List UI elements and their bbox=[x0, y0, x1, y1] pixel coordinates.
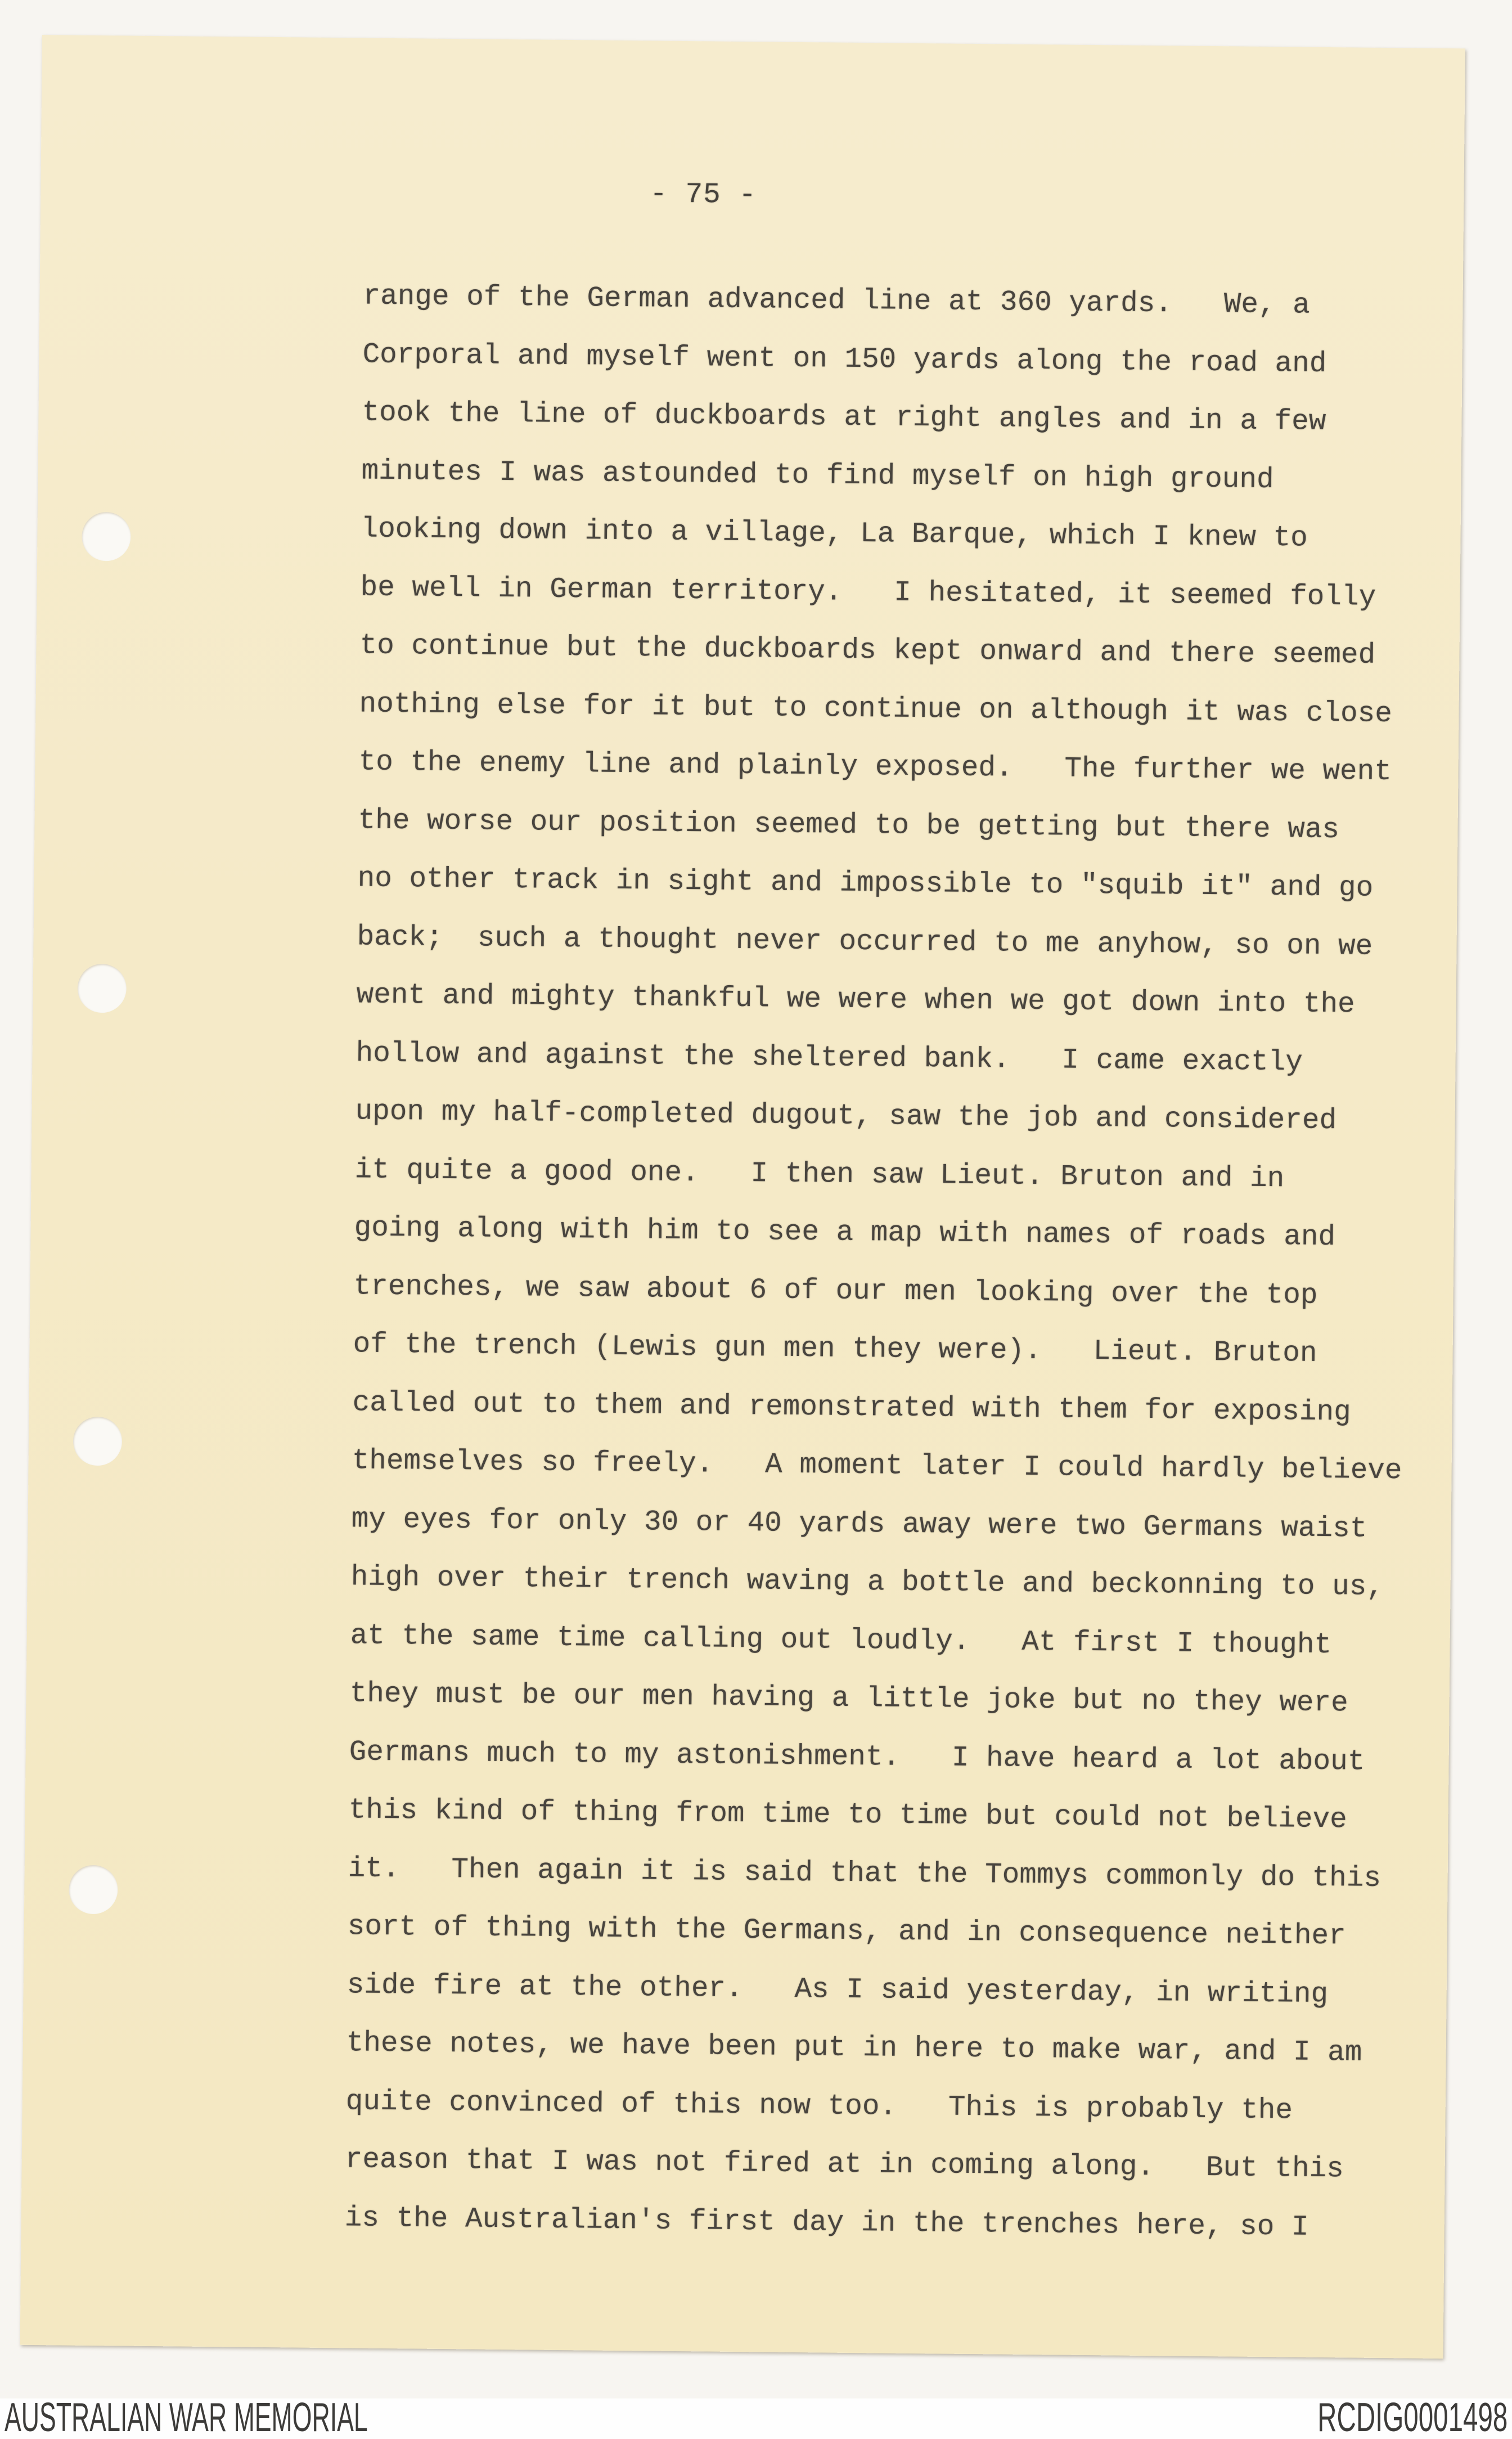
typed-line: going along with him to see a map with names of roads and bbox=[354, 1212, 1336, 1254]
page-number: - 75 - bbox=[650, 178, 757, 212]
typed-line: reason that I was not fired at in coming along. But this bbox=[345, 2144, 1344, 2186]
typed-line: upon my half-completed dugout, saw the job and considered bbox=[355, 1095, 1337, 1138]
typed-line: to the enemy line and plainly exposed. The further we went bbox=[358, 746, 1392, 789]
typed-line: nothing else for it but to continue on although it was close bbox=[359, 688, 1393, 730]
punch-hole bbox=[73, 1417, 123, 1466]
archive-reference-id: RCDIG0001498 bbox=[1317, 2395, 1508, 2439]
typed-text-block bbox=[344, 268, 1449, 2258]
punch-hole bbox=[77, 964, 127, 1013]
archive-name-label: AUSTRALIAN WAR MEMORIAL bbox=[4, 2395, 368, 2439]
typewritten-paper-sheet bbox=[20, 35, 1465, 2359]
typed-line: side fire at the other. As I said yesterday, in writing bbox=[346, 1969, 1329, 2011]
typed-line: my eyes for only 30 or 40 yards away were two Germans waist bbox=[351, 1503, 1367, 1546]
typed-line: it quite a good one. I then saw Lieut. Bruton and in bbox=[354, 1153, 1285, 1195]
typed-line: to continue but the duckboards kept onward and there seemed bbox=[359, 630, 1376, 672]
typed-line: be well in German territory. I hesitated, it seemed folly bbox=[360, 571, 1376, 614]
punch-hole bbox=[69, 1865, 118, 1915]
typed-line: trenches, we saw about 6 of our men looking over the top bbox=[353, 1270, 1318, 1312]
typed-line: took the line of duckboards at right angles and in a few bbox=[362, 397, 1326, 438]
typed-line: of the trench (Lewis gun men they were). Lieut. Bruton bbox=[353, 1328, 1317, 1370]
typed-line: no other track in sight and impossible to "squib it" and go bbox=[357, 863, 1374, 905]
typed-line: this kind of thing from time to time but could not believe bbox=[348, 1794, 1348, 1836]
typed-line: called out to them and remonstrated with them for exposing bbox=[352, 1386, 1351, 1429]
typed-line: is the Australian's first day in the trenches here, so I bbox=[344, 2202, 1309, 2244]
typed-line: Germans much to my astonishment. I have heard a lot about bbox=[349, 1736, 1365, 1778]
typed-line: quite convinced of this now too. This is probably the bbox=[345, 2085, 1293, 2127]
typed-line: these notes, we have been put in here to make war, and I am bbox=[346, 2027, 1362, 2069]
typed-line: at the same time calling out loudly. At first I thought bbox=[350, 1619, 1332, 1661]
typed-line: they must be our men having a little joke but no they were bbox=[349, 1678, 1349, 1720]
typed-line: hollow and against the sheltered bank. I came exactly bbox=[356, 1037, 1303, 1079]
typed-line: sort of thing with the Germans, and in consequence neither bbox=[347, 1911, 1347, 1953]
typed-line: Corporal and myself went on 150 yards along the road and bbox=[362, 338, 1327, 380]
typed-line: went and mighty thankful we were when we got down into the bbox=[356, 979, 1355, 1021]
typed-line: high over their trench waving a bottle and beckonning to us, bbox=[350, 1561, 1384, 1604]
punch-hole bbox=[82, 512, 131, 562]
typed-line: themselves so freely. A moment later I could hardly believe bbox=[352, 1445, 1402, 1488]
typed-line: range of the German advanced line at 360 yards. We, a bbox=[363, 280, 1311, 322]
typed-line: minutes I was astounded to find myself on high ground bbox=[361, 455, 1274, 496]
typed-line: it. Then again it is said that the Tommys commonly do this bbox=[348, 1852, 1382, 1895]
typed-line: looking down into a village, La Barque, which I knew to bbox=[361, 513, 1308, 555]
typed-line: the worse our position seemed to be getting but there was bbox=[358, 804, 1340, 846]
typed-line: back; such a thought never occurred to me anyhow, so on we bbox=[357, 920, 1373, 963]
archive-footer-band bbox=[0, 2395, 1512, 2439]
